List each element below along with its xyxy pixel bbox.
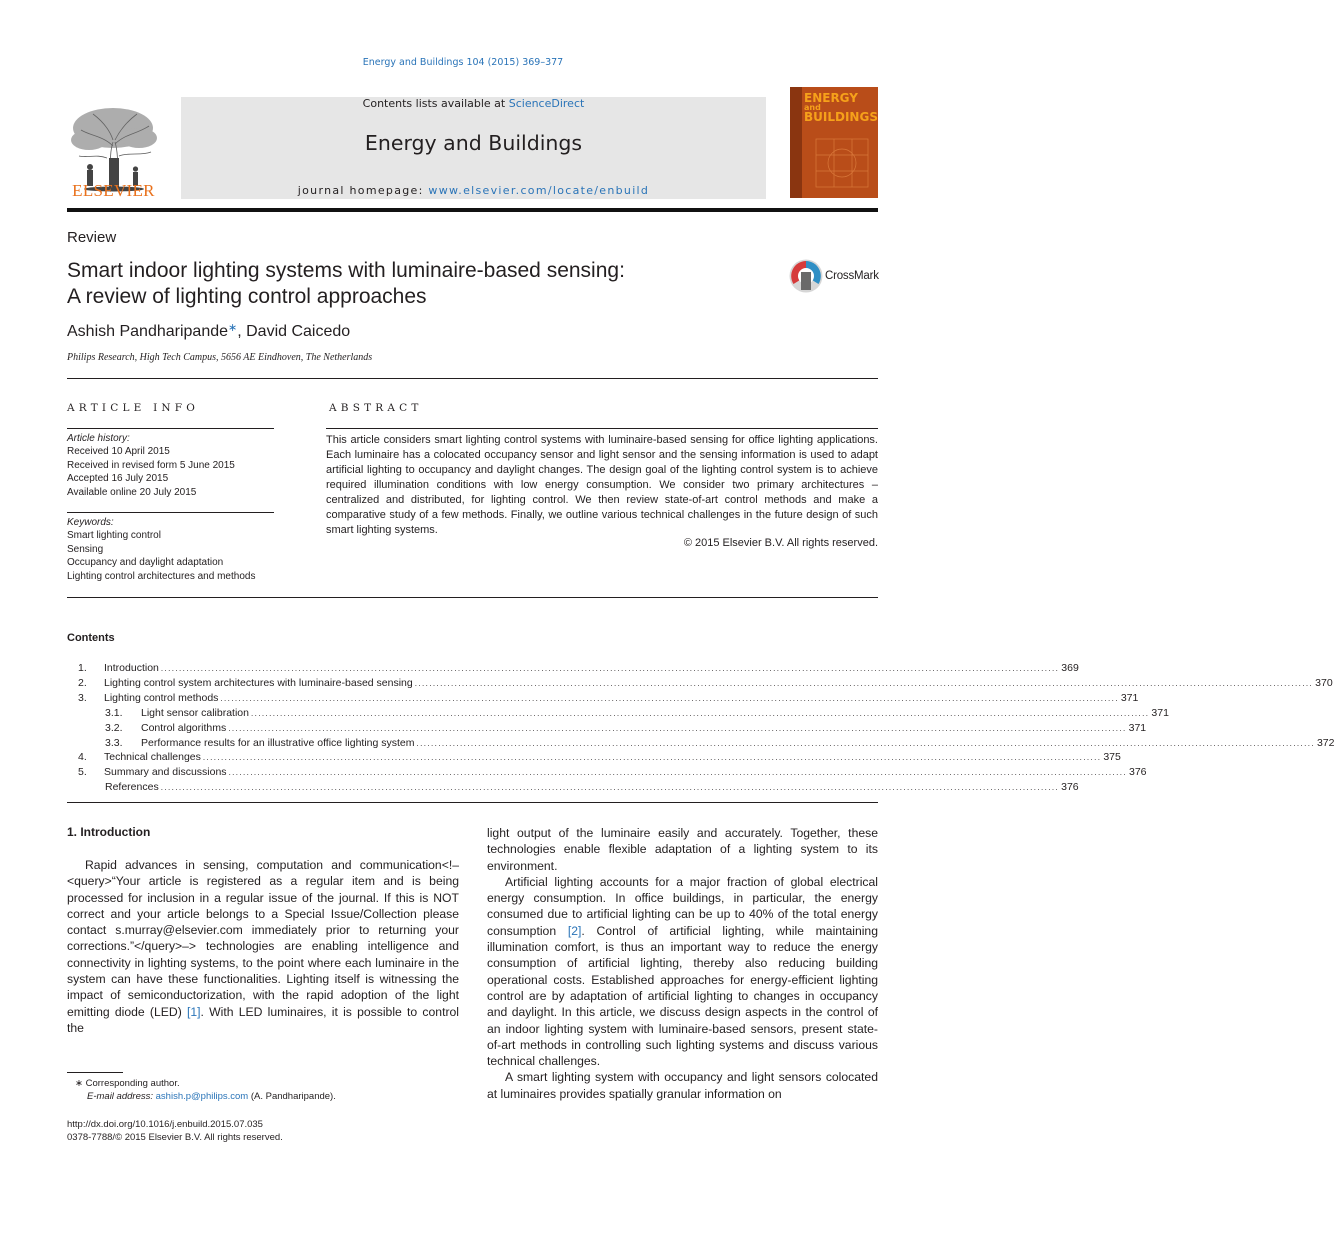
- email-label: E-mail address:: [87, 1091, 156, 1102]
- author-affiliation: Philips Research, High Tech Campus, 5656 AE Eindhoven, The Netherlands: [67, 352, 373, 363]
- toc-leader: ........................................................................................................................................................................................................................................................: [220, 694, 1119, 703]
- history-label: [67, 432, 277, 445]
- toc-page: 371: [1128, 722, 1147, 734]
- contents-divider: [67, 802, 878, 803]
- keywords-label-text: Keywords:: [67, 517, 114, 528]
- body-column-left: [67, 857, 459, 1036]
- citation-link[interactable]: [2]: [567, 923, 582, 938]
- toc-entry[interactable]: [67, 662, 1079, 676]
- journal-homepage-line: [181, 184, 766, 197]
- toc-label: Performance results for an illustrative office lighting system: [141, 737, 415, 749]
- abstract-copyright: © 2015 Elsevier B.V. All rights reserved.: [683, 537, 878, 549]
- corresponding-author-mark[interactable]: ∗: [228, 322, 238, 334]
- toc-number: 3.: [78, 692, 87, 704]
- toc-leader: ........................................................................................................................................................................................................................................................: [202, 753, 1102, 762]
- history-label-text: Article history:: [67, 433, 130, 444]
- paragraph: [487, 874, 878, 1070]
- cover-title-line1: ENERGY: [804, 91, 858, 105]
- toc-number: 4.: [78, 751, 87, 763]
- article-title-line2: A review of lighting control approaches: [67, 285, 427, 308]
- article-type-label: Review: [67, 229, 117, 246]
- toc-leader: ........................................................................................................................................................................................................................................................: [416, 739, 1315, 748]
- toc-label: Summary and discussions: [104, 766, 227, 778]
- toc-label: Lighting control methods: [104, 692, 219, 704]
- homepage-link[interactable]: www.elsevier.com/locate/enbuild: [428, 184, 650, 197]
- author-list: [67, 321, 350, 341]
- journal-title: Energy and Buildings: [364, 131, 583, 155]
- keywords-block: [67, 516, 287, 583]
- abstract-text: This article considers smart lighting control systems with luminaire-based sensing for office lighting applications. Each luminaire has a colocated occupancy sensor and light sensor and the sensing information is used to adapt artificial lighting to occupancy and daylight changes. The design goal of the lighting control system is to achieve required illumination conditions with low energy consumption. We consider two primary architectures – centralized and distributed, for lighting control. We then review state-of-art control methods and make a comparative study of a few methods. Finally, we outline various technical challenges in the future design of such smart lighting systems.: [326, 434, 878, 536]
- toc-page: 375: [1103, 751, 1121, 763]
- journal-reference[interactable]: Energy and Buildings 104 (2015) 369–377: [362, 57, 564, 68]
- contents-heading: Contents: [67, 632, 115, 644]
- affiliation-divider: [67, 378, 878, 379]
- toc-page: 376: [1128, 766, 1147, 778]
- keyword-item: Lighting control architectures and methods: [67, 570, 256, 582]
- author-name[interactable]: Ashish Pandharipande: [67, 323, 229, 340]
- toc-number: 3.1.: [105, 707, 123, 719]
- keywords-label: [67, 516, 287, 529]
- contents-available-line: [181, 97, 766, 110]
- paragraph: light output of the luminaire easily and accurately. Together, these technologies enable flexible adaptation of a lighting system to its environment.: [487, 826, 878, 873]
- section-heading-introduction: 1. Introduction: [67, 825, 151, 839]
- cover-title: [804, 93, 876, 123]
- paragraph-text: . Control of artificial lighting, while maintaining illumination comfort, is thus an important way to reduce the energy consumption of artificial lighting, thereby also reducing building operational costs. Established approaches for energy-efficient lighting control are by adaptation of artificial lighting to changes in occupancy and daylight. In this article, we discuss design aspects in the control of an indoor lighting system with luminaire-based sensors, present state-of-art methods in controlling such lighting systems and discuss various technical challenges.: [487, 923, 878, 1069]
- toc-leader: ........................................................................................................................................................................................................................................................: [228, 768, 1127, 777]
- abstract-heading: ABSTRACT: [329, 402, 423, 414]
- toc-leader: ........................................................................................................................................................................................................................................................: [160, 783, 1060, 792]
- doi-link[interactable]: http://dx.doi.org/10.1016/j.enbuild.2015.07.035: [67, 1119, 263, 1130]
- keyword-item: Smart lighting control: [67, 530, 161, 542]
- toc-page: 371: [1120, 692, 1139, 704]
- toc-entry[interactable]: [67, 722, 1147, 736]
- abstract-rule: [326, 428, 878, 429]
- cover-artwork-icon: [812, 135, 872, 191]
- keywords-rule: [67, 512, 274, 513]
- history-item: Received 10 April 2015: [67, 446, 170, 458]
- toc-entry[interactable]: [67, 692, 1139, 706]
- toc-leader: ........................................................................................................................................................................................................................................................: [414, 679, 1314, 688]
- article-info-heading: ARTICLE INFO: [67, 402, 200, 414]
- author-name[interactable]: , David Caicedo: [237, 323, 351, 340]
- cover-title-line3: BUILDINGS: [804, 110, 878, 124]
- elsevier-wordmark: ELSEVIER: [72, 181, 155, 200]
- paragraph-text: . With LED luminaires, it is possible to control the: [67, 1004, 459, 1035]
- email-suffix: (A. Pandharipande).: [248, 1091, 336, 1102]
- toc-entry[interactable]: [67, 781, 1079, 795]
- toc-leader: ........................................................................................................................................................................................................................................................: [250, 709, 1150, 718]
- toc-page: 371: [1151, 707, 1169, 719]
- article-history: [67, 432, 277, 499]
- citation-link[interactable]: [1]: [186, 1004, 201, 1019]
- cover-spine: [790, 87, 802, 198]
- header-divider: [67, 208, 878, 212]
- paragraph: [67, 857, 459, 1036]
- footnote-corresponding: ∗ Corresponding author.: [75, 1078, 180, 1089]
- toc-label: Light sensor calibration: [141, 707, 249, 719]
- keyword-item: Occupancy and daylight adaptation: [67, 557, 224, 569]
- toc-label: Introduction: [104, 662, 159, 674]
- sciencedirect-link[interactable]: ScienceDirect: [508, 97, 585, 110]
- toc-number: 3.3.: [105, 737, 123, 749]
- toc-label: References: [105, 781, 159, 793]
- toc-page: 376: [1061, 781, 1079, 793]
- issn-line: 0378-7788/© 2015 Elsevier B.V. All rights reserved.: [67, 1132, 283, 1143]
- homepage-prefix: journal homepage:: [297, 184, 429, 197]
- abstract-divider: [67, 597, 878, 598]
- journal-cover-thumbnail[interactable]: [790, 87, 878, 198]
- footnote-email: [87, 1090, 336, 1103]
- toc-entry[interactable]: [67, 751, 1121, 765]
- paragraph: A smart lighting system with occupancy and light sensors colocated at luminaires provides spatially granular information on: [487, 1070, 878, 1101]
- history-item: Received in revised form 5 June 2015: [67, 459, 235, 471]
- toc-page: 370: [1315, 677, 1333, 689]
- toc-number: 5.: [78, 766, 87, 778]
- cover-title-line2: and: [804, 103, 821, 112]
- contents-prefix: Contents lists available at: [362, 97, 509, 110]
- toc-number: 2.: [78, 677, 87, 689]
- footnote-rule: [67, 1072, 123, 1073]
- paragraph-text: Artificial lighting accounts for a major fraction of global electrical energy consumption. In office buildings, in particular, the energy consumed due to artificial lighting can be up to 40% of the total energy consumption: [487, 874, 878, 938]
- keyword-item: Sensing: [67, 543, 104, 555]
- toc-entry[interactable]: [67, 677, 1333, 691]
- toc-entry[interactable]: [67, 707, 1169, 721]
- toc-label: Technical challenges: [104, 751, 201, 763]
- crossmark-icon[interactable]: [788, 258, 824, 294]
- history-item: Available online 20 July 2015: [67, 486, 197, 498]
- toc-label: Control algorithms: [141, 722, 227, 734]
- toc-entry[interactable]: [67, 766, 1147, 780]
- crossmark-label[interactable]: CrossMark: [825, 270, 879, 282]
- article-title: [67, 258, 767, 310]
- paragraph-text: Rapid advances in sensing, computation and communication<!–<query>“Your article is registered as a regular item and is being processed for inclusion in a regular issue of the journal. If this is NOT correct and your article belongs to a Special Issue/Collection please contact s.murray@elsevier.com immediately prior to returning your corrections.”</query>–> technologies are enabling intelligence and connectivity in lighting systems, to the point where each luminaire in the system can have these functionalities. Lighting itself is witnessing the impact of semiconductorization, with the rapid adoption of the light emitting diode (LED): [67, 858, 459, 1019]
- toc-leader: ........................................................................................................................................................................................................................................................: [228, 724, 1127, 733]
- body-column-right: [487, 825, 878, 1102]
- toc-leader: ........................................................................................................................................................................................................................................................: [160, 664, 1060, 673]
- toc-number: 3.2.: [105, 722, 123, 734]
- toc-label: Lighting control system architectures with luminaire-based sensing: [104, 677, 413, 689]
- article-title-line1: Smart indoor lighting systems with luminaire-based sensing:: [67, 259, 625, 282]
- toc-number: 1.: [78, 662, 87, 674]
- email-link[interactable]: ashish.p@philips.com: [155, 1091, 249, 1102]
- article-info-rule: [67, 428, 274, 429]
- history-item: Accepted 16 July 2015: [67, 473, 169, 485]
- toc-page: 372: [1316, 737, 1334, 749]
- toc-page: 369: [1061, 662, 1079, 674]
- toc-entry[interactable]: [67, 737, 1334, 751]
